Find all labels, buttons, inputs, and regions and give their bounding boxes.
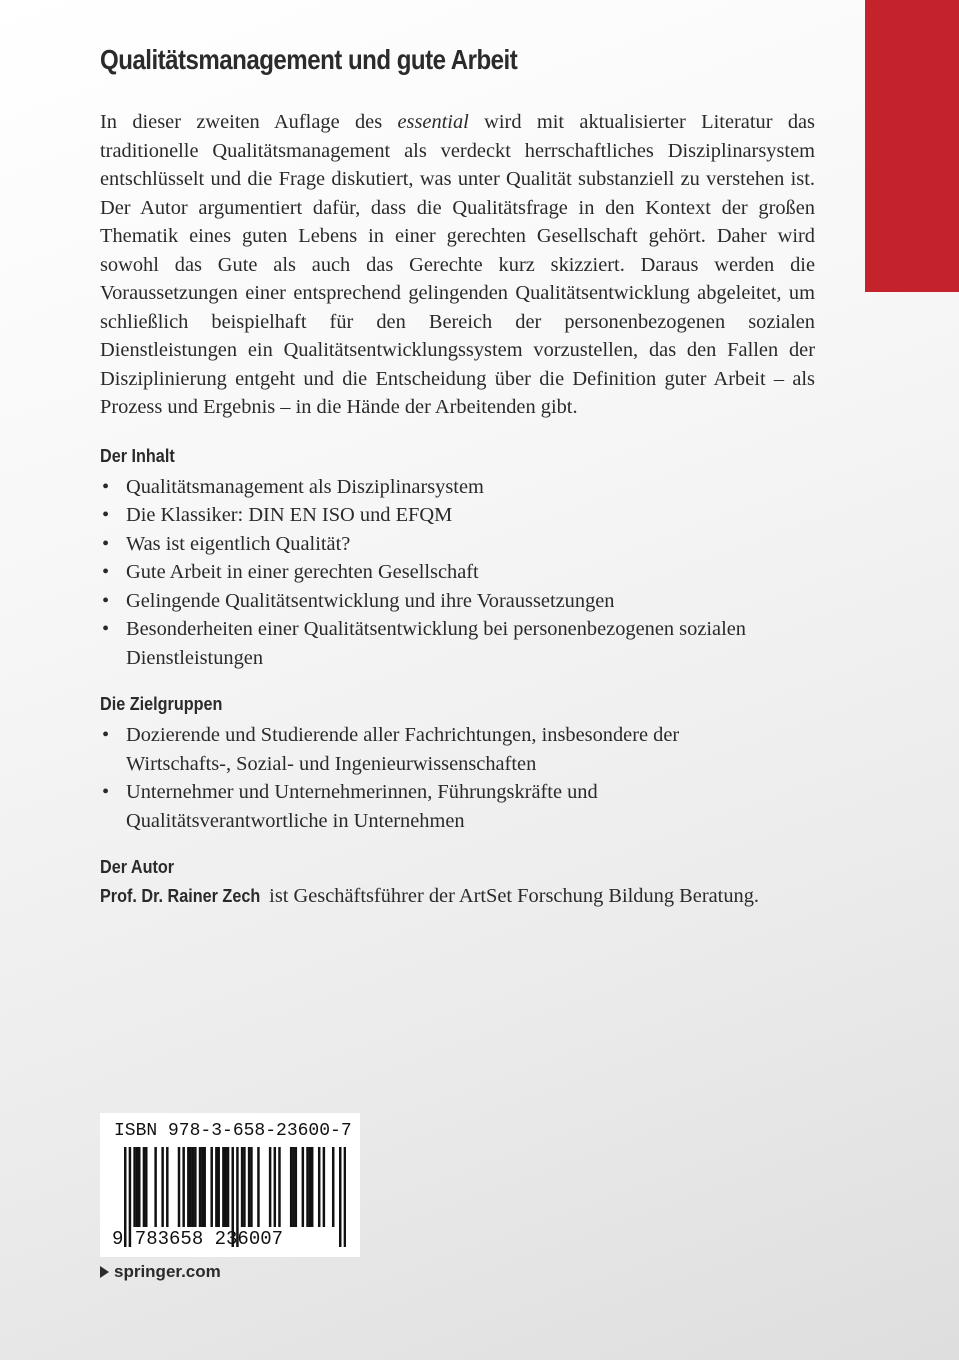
- barcode-bar: [210, 1147, 212, 1227]
- barcode-bar: [243, 1147, 245, 1227]
- barcode-bar: [323, 1147, 325, 1227]
- barcode-bar: [138, 1147, 140, 1227]
- barcode-bar: [278, 1147, 280, 1227]
- isbn-text: ISBN 978-3-658-23600-7: [114, 1121, 352, 1141]
- barcode-bar: [318, 1147, 320, 1227]
- author-line: [100, 882, 815, 911]
- barcode-bar: [189, 1147, 191, 1227]
- barcode-bar: [309, 1147, 311, 1227]
- autor-heading: Der Autor: [100, 857, 175, 877]
- red-accent-tab: [865, 0, 959, 292]
- barcode-bar: [217, 1147, 219, 1227]
- barcode-bar: [215, 1147, 217, 1227]
- intro-paragraph: [100, 108, 815, 422]
- zielgruppen-heading: Die Zielgruppen: [100, 694, 223, 714]
- barcode-bar: [250, 1147, 252, 1227]
- list-item: • Die Klassiker: DIN EN ISO und EFQM: [102, 504, 453, 526]
- barcode-bar: [339, 1147, 341, 1247]
- publisher-link[interactable]: [100, 1262, 221, 1282]
- list-item: • Unternehmer und Unternehmerinnen, Führungskräfte und Qualitätsverantwortliche in Unternehmen: [102, 781, 598, 832]
- barcode-bar: [178, 1147, 180, 1227]
- barcode-bar: [311, 1147, 313, 1227]
- inhalt-list: [100, 473, 815, 673]
- barcode-bar: [133, 1147, 135, 1227]
- barcode-bar: [222, 1147, 224, 1227]
- barcode-bar: [290, 1147, 292, 1227]
- barcode-bar: [192, 1147, 194, 1227]
- publisher-url: springer.com: [114, 1262, 221, 1281]
- intro-part2: wird mit aktualisierter Literatur das traditionelle Qualitätsmanagement als verdeckt herrschaftliches Disziplinarsystem entschlüsselt und die Frage diskutiert, was unter Qualität substanziell zu verstehen ist. Der Autor argumentiert dafür, dass die Qualitätsfrage in den Kontext der großen Thematik eines guten Lebens in einer gerechten Gesellschaft gehört. Daher wird sowohl das Gute als auch das Gerechte kurz skizziert. Daraus werden die Voraussetzungen einer entsprechend gelingenden Qualitätsentwicklung abgeleitet, um schließlich beispielhaft für den Bereich der personenbezogenen sozialen Dienstleistungen ein Qualitätsentwicklungssystem vorzustellen, das den Fallen der Disziplinierung entgeht und die Entscheidung über die Definition guter Arbeit – als Prozess und Ergebnis – in die Hände der Arbeitenden gibt.: [100, 111, 815, 418]
- list-item: • Besonderheiten einer Qualitätsentwicklung bei personenbezogenen sozialen Dienstleistungen: [102, 618, 746, 669]
- arrow-right-icon: [100, 1266, 109, 1278]
- back-cover-content: [100, 44, 815, 911]
- barcode-bar: [161, 1147, 163, 1227]
- book-title: Qualitätsmanagement und gute Arbeit: [100, 44, 518, 75]
- barcode-bar: [224, 1147, 226, 1227]
- barcode-bar: [344, 1147, 346, 1247]
- barcode-bar: [302, 1147, 304, 1227]
- barcode-bar: [154, 1147, 156, 1227]
- barcode-bar: [166, 1147, 168, 1227]
- isbn-barcode: [100, 1113, 360, 1257]
- barcode-bar: [248, 1147, 250, 1227]
- barcode-bar: [194, 1147, 196, 1227]
- list-item: • Gelingende Qualitätsentwicklung und ihre Voraussetzungen: [102, 589, 615, 612]
- author-name: Prof. Dr. Rainer Zech: [100, 886, 261, 906]
- intro-essential: essential: [397, 111, 469, 133]
- barcode-bar: [292, 1147, 294, 1227]
- author-text: ist Geschäftsführer der ArtSet Forschung Bildung Beratung.: [264, 885, 760, 907]
- barcode-bar: [274, 1147, 276, 1227]
- barcode-bar: [257, 1147, 259, 1227]
- list-item: • Was ist eigentlich Qualität?: [102, 532, 351, 555]
- barcode-bar: [269, 1147, 271, 1227]
- zielgruppen-list: [100, 721, 815, 835]
- list-item: • Qualitätsmanagement als Disziplinarsystem: [102, 475, 484, 498]
- barcode-bar: [295, 1147, 297, 1227]
- ean-digits: 9 783658 236007: [112, 1228, 284, 1250]
- barcode-bar: [145, 1147, 147, 1227]
- barcode-bar: [187, 1147, 189, 1227]
- barcode-bar: [332, 1147, 334, 1227]
- list-item: • Dozierende und Studierende aller Fachrichtungen, insbesondere der Wirtschafts-, Sozial- und Ingenieurwissenschaften: [102, 724, 680, 775]
- barcode-bar: [203, 1147, 205, 1227]
- barcode-bar: [136, 1147, 138, 1227]
- barcode-bar: [306, 1147, 308, 1227]
- barcode-bar: [227, 1147, 229, 1227]
- barcode-bar: [143, 1147, 145, 1227]
- inhalt-heading: Der Inhalt: [100, 445, 175, 466]
- barcode-bar: [182, 1147, 184, 1227]
- intro-part1: In dieser zweiten Auflage des: [100, 111, 398, 133]
- barcode-bar: [201, 1147, 203, 1227]
- list-item: • Gute Arbeit in einer gerechten Gesellschaft: [102, 561, 479, 583]
- barcode-bar: [199, 1147, 201, 1227]
- barcode-bar: [241, 1147, 243, 1227]
